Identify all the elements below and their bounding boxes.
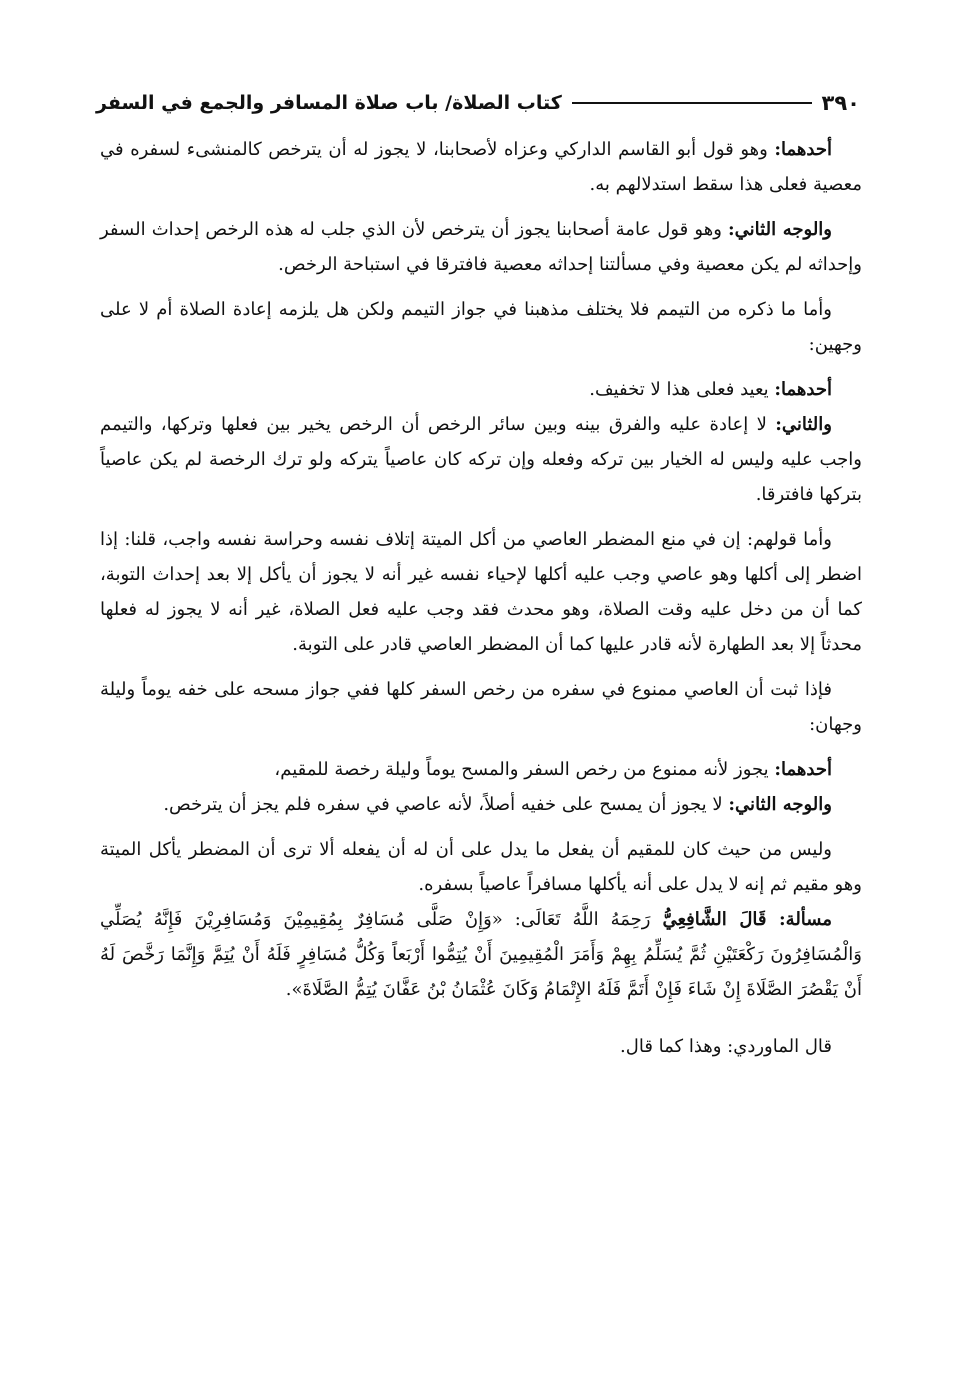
paragraph-second-of-two	[100, 407, 862, 512]
paragraph-masala	[100, 902, 862, 1007]
paragraph-text: يعيد فعلى هذا لا تخفيف.	[589, 379, 775, 400]
paragraph-term: والوجه الثاني:	[728, 219, 832, 240]
paragraph-first-of-two	[100, 372, 862, 407]
paragraph-text: وأما ما ذكره من التيمم فلا يختلف مذهبنا في جواز التيمم ولكن هل يلزمه إعادة الصلاة أم لا على وجهين:	[100, 299, 862, 355]
paragraph-text: فإذا ثبت أن العاصي ممنوع في سفره من رخص السفر كلها ففي جواز مسحه على خفه يوماً وليلة وجهان:	[100, 679, 862, 735]
page-number: ٣٩٠	[821, 91, 860, 115]
paragraph-text: وهو قول عامة أصحابنا يجوز أن يترخص لأن الذي جلب له هذه الرخص إحداث السفر وإحداثه لم يكن معصية وفي مسألتنا إحداثه معصية فافترقا في استباحة الرخص.	[100, 219, 862, 275]
paragraph-text: يجوز لأنه ممنوع من رخص السفر والمسح يوماً وليلة رخصة للمقيم،	[274, 759, 775, 780]
paragraph-term: أحدهما:	[774, 379, 832, 400]
paragraph-mash-first	[100, 752, 862, 787]
running-header	[96, 86, 860, 120]
paragraph-second-view	[100, 212, 862, 282]
paragraph-muqim	[100, 832, 862, 902]
header-rule	[572, 102, 812, 104]
paragraph-text: لا يجوز أن يمسح على خفيه أصلاً، لأنه عاصي في سفره فلم يجز أن يترخص.	[163, 794, 729, 815]
paragraph-text: قال الماوردي: وهذا كما قال.	[620, 1036, 832, 1057]
paragraph-term: والوجه الثاني:	[728, 794, 832, 815]
paragraph-text: وأما قولهم: إن في منع المضطر العاصي من أكل الميتة إتلاف نفسه وحراسة نفسه واجب، قلنا: إذا اضطر إلى أكلها وهو عاصي وجب عليه أكلها لإحياء نفسه غير أنه لا يجوز أن يأكل إلا بعد إحداث التوبة، كما أن من دخل عليه وقت الصلاة، وهو محدث فقد وجب عليه فعل الصلاة، غير أنه لا يجوز له فعلها محدثاً إلا بعد الطهارة لأنه قادر عليها كما أن المضطر العاصي قادر على التوبة.	[100, 529, 863, 655]
paragraph-text: رَحِمَهُ اللَّهُ تَعَالَى: «وَإِنْ صَلَّى مُسَافِرٌ بِمُقِيمِيْنَ وَمُسَافِرِيْنَ فَإِنَّهُ يُصَلِّي وَالْمُسَافِرُونَ رَكْعَتَيْنِ ثُمَّ يُسَلِّمُ بِهِمْ وَأَمَرَ الْمُقِيمِينَ أَنْ يُتِمُّوا أَرْبَعاً وَكُلُّ مُسَافِرٍ فَلَهُ أَنْ يُتِمَّ وَإِنَّمَا رَخَّصَ لَهُ أَنْ يَقْصُرَ الصَّلَاةَ إِنْ شَاءَ فَإِنْ أَتَمَّ فَلَهُ الإِتْمَامُ وَكَانَ عُثْمَانُ بْنُ عَفَّانَ يُتِمُّ الصَّلَاةَ».	[100, 909, 862, 1000]
paragraph-text: وليس من حيث كان للمقيم أن يفعل ما يدل على أن له أن يفعله ألا ترى أن المضطر يأكل الميتة وهو مقيم ثم إنه لا يدل على أنه يأكلها مسافراً عاصياً بسفره.	[100, 839, 862, 895]
paragraph-term: أحدهما:	[774, 139, 832, 160]
header-title: كتاب الصلاة/ باب صلاة المسافر والجمع في السفر	[96, 92, 562, 114]
paragraph-mudtarr	[100, 522, 862, 662]
paragraph-first-view	[100, 132, 862, 202]
paragraph-tayammum	[100, 292, 862, 362]
paragraph-text: لا إعادة عليه والفرق بينه وبين سائر الرخص أن الرخص يخير بين فعلها وتركها، والتيمم واجب عليه وليس له الخيار بين تركه وفعله وإن تركه كان عاصياً يتركه ولو ترك الرخصة لم يكن عاصياً بتركها فافترقا.	[100, 414, 862, 505]
paragraph-term: والثاني:	[775, 414, 832, 435]
paragraph-term: مسألة: قَالَ الشَّافِعِيُّ	[662, 909, 832, 930]
paragraph-mawardi	[100, 1029, 862, 1064]
paragraph-mash-khuff	[100, 672, 862, 742]
paragraph-text: وهو قول أبو القاسم الداركي وعزاه لأصحابنا، لا يجوز له أن يترخص كالمنشىء لسفره في معصية فعلى هذا سقط استدلالهم به.	[100, 139, 862, 195]
paragraph-mash-second	[100, 787, 862, 822]
paragraph-term: أحدهما:	[774, 759, 832, 780]
body-text	[100, 132, 862, 1074]
